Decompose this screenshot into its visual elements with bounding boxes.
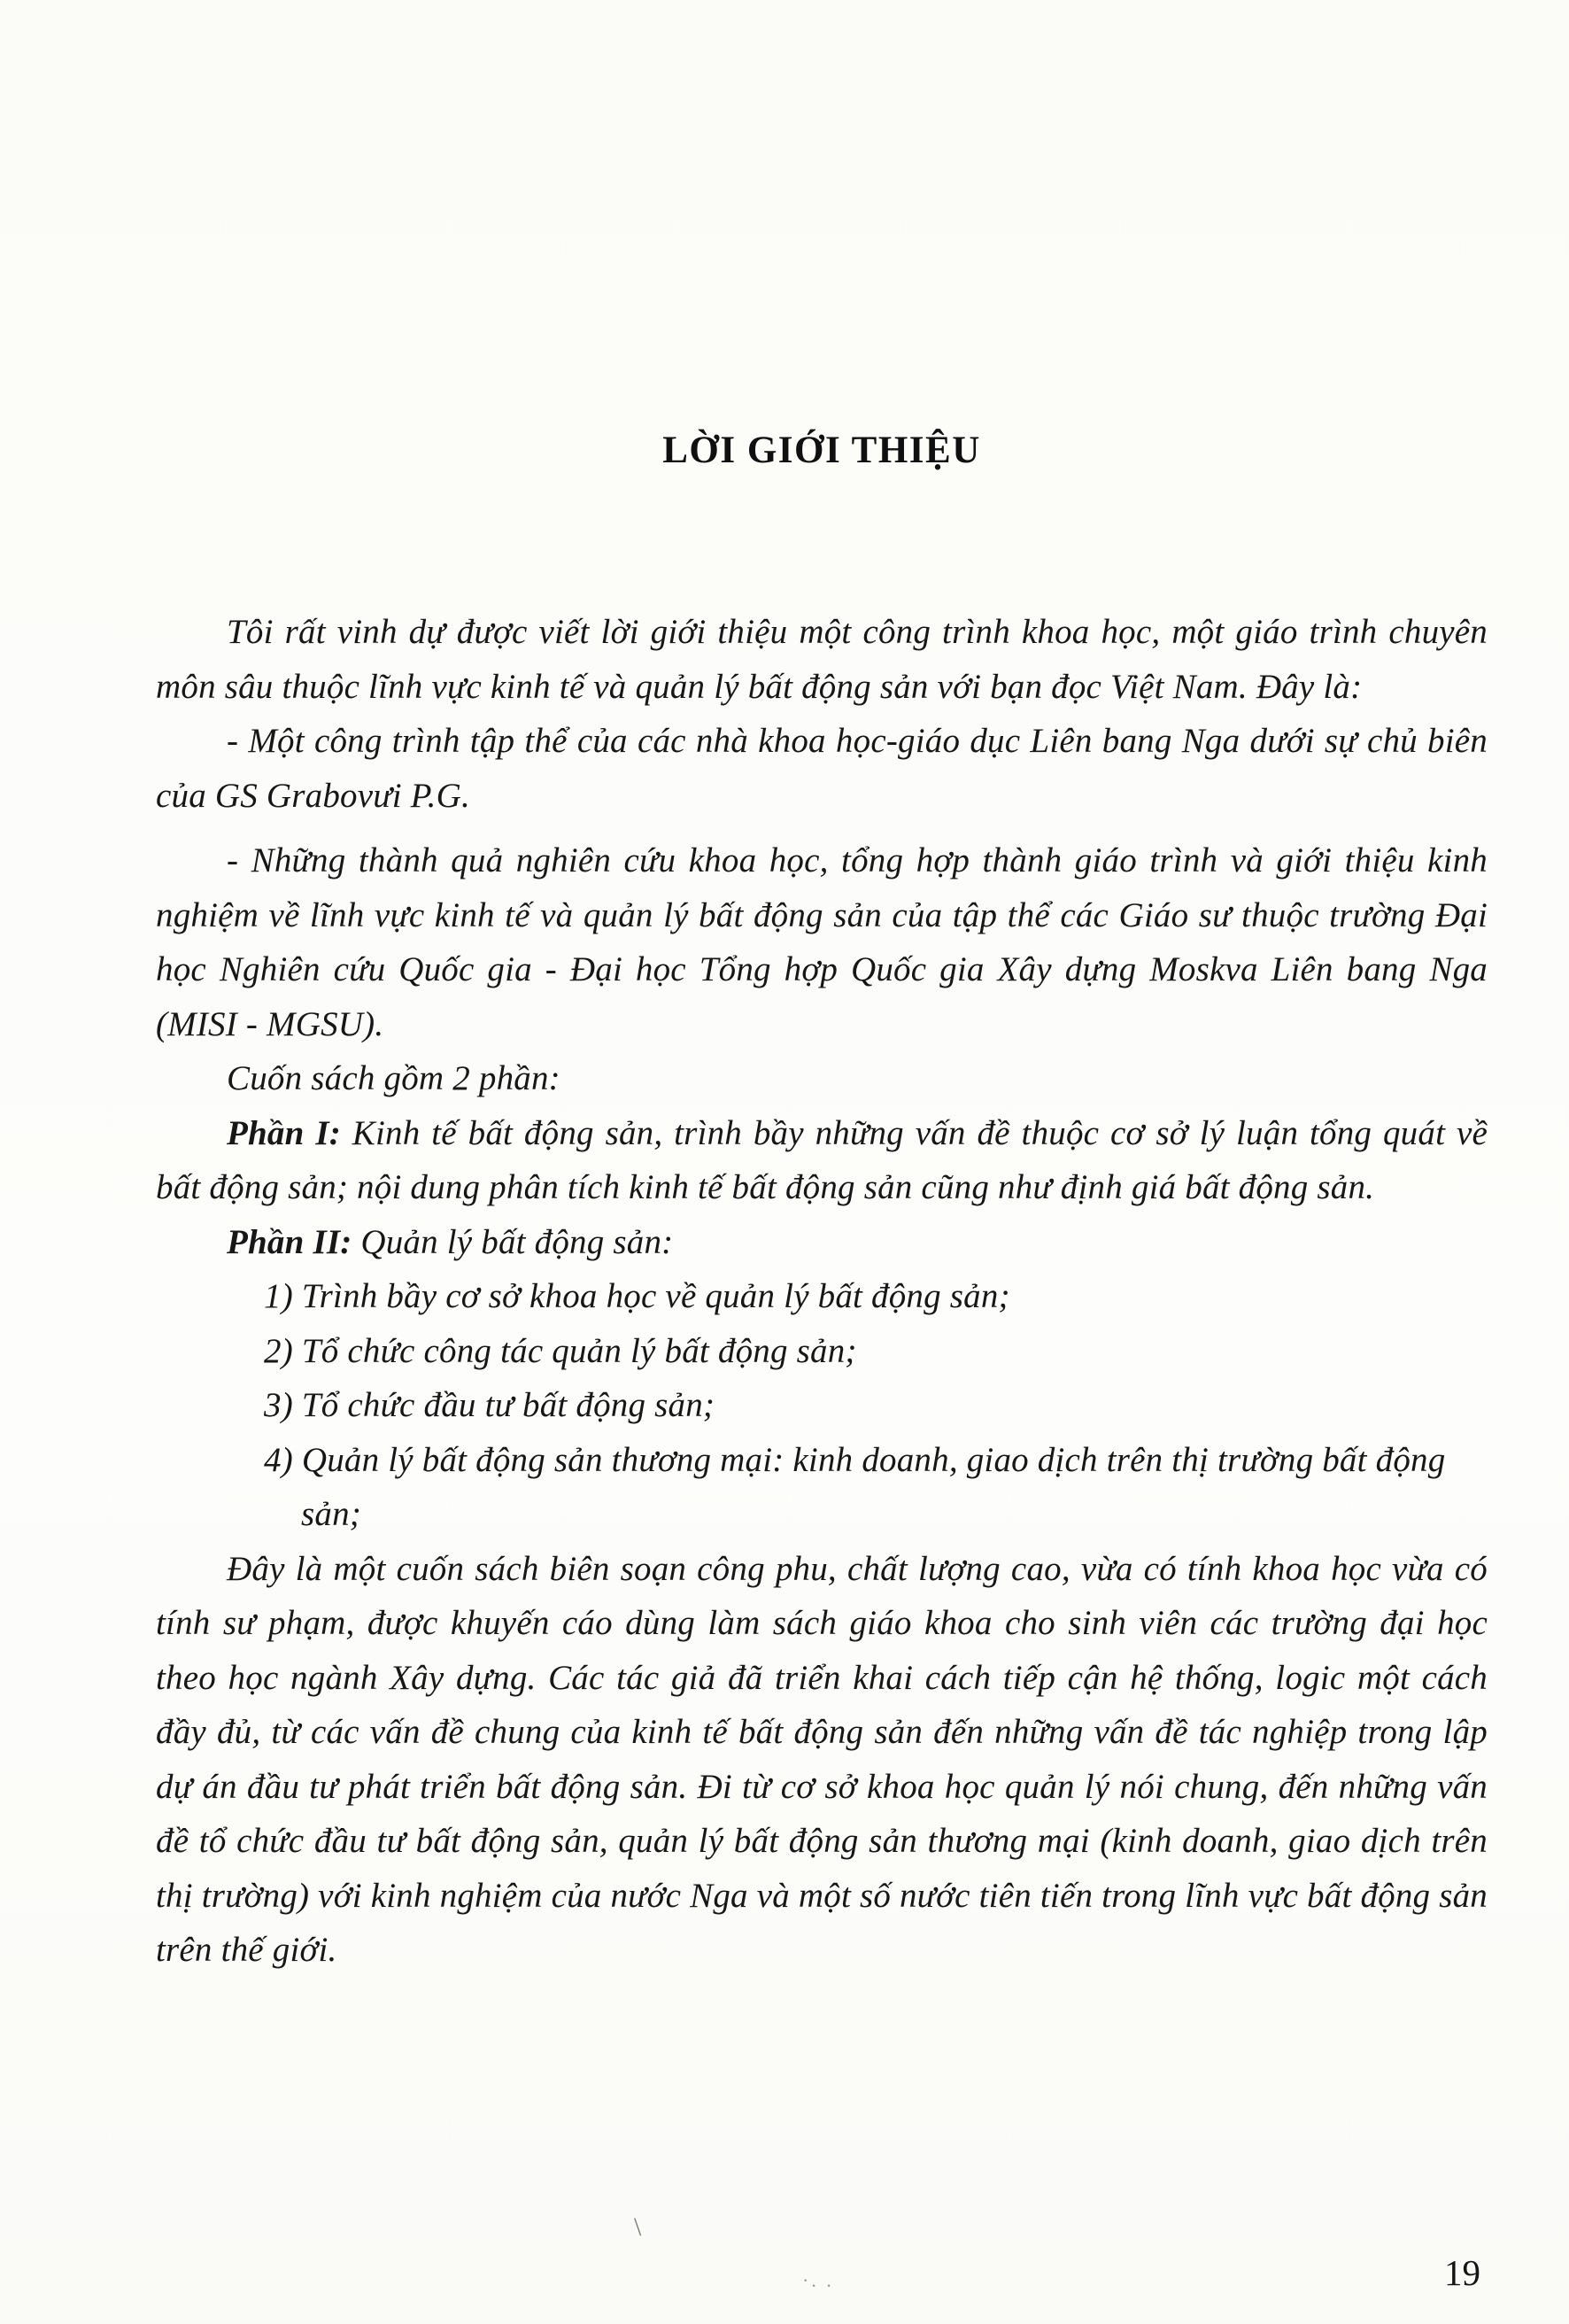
paragraph-intro: Tôi rất vinh dự được viết lời giới thiệu một công trình khoa học, một giáo trình chuyên môn sâu thuộc lĩnh vực kinh tế và quản lý bất động sản với bạn đọc Việt Nam. Đây là:	[156, 613, 1488, 706]
paragraph-contents-line: Cuốn sách gồm 2 phần:	[227, 1059, 560, 1097]
paragraph-bullet-1: - Một công trình tập thể của các nhà khoa học-giáo dục Liên bang Nga dưới sự chủ biên của GS Grabovưi P.G.	[156, 722, 1488, 815]
page-title: LỜI GIỚI THIỆU	[662, 430, 981, 471]
paragraph-part-2	[156, 1215, 1488, 1270]
page-number: 19	[1444, 2252, 1480, 2293]
part-1-text: Kinh tế bất động sản, trình bầy những vấn đề thuộc cơ sở lý luận tổng quát về bất động sản; nội dung phân tích kinh tế bất động sản cũng như định giá bất động sản.	[156, 1113, 1488, 1206]
scan-artifact-dots: ·. .	[802, 2269, 834, 2291]
paragraph-part-1	[156, 1106, 1488, 1215]
list-item: 2) Tổ chức công tác quản lý bất động sản;	[264, 1331, 857, 1370]
part-2-text: Quản lý bất động sản:	[352, 1222, 674, 1261]
scan-artifact-slash: \	[634, 2212, 642, 2242]
part-2-label: Phần II:	[227, 1222, 352, 1261]
page-body	[156, 605, 1488, 1978]
paragraph-bullet-2: - Những thành quả nghiên cứu khoa học, tổng hợp thành giáo trình và giới thiệu kinh nghiệm về lĩnh vực kinh tế và quản lý bất động sản của tập thể các Giáo sư thuộc trường Đại học Nghiên cứu Quốc gia - Đại học Tổng hợp Quốc gia Xây dựng Moskva Liên bang Nga (MISI - MGSU).	[156, 841, 1488, 1043]
paragraph-closing: Đây là một cuốn sách biên soạn công phu, chất lượng cao, vừa có tính khoa học vừa có tính sư phạm, được khuyến cáo dùng làm sách giáo khoa cho sinh viên các trường đại học theo học ngành Xây dựng. Các tác giả đã triển khai cách tiếp cận hệ thống, logic một cách đầy đủ, từ các vấn đề chung của kinh tế bất động sản đến những vấn đề tác nghiệp trong lập dự án đầu tư phát triển bất động sản. Đi từ cơ sở khoa học quản lý nói chung, đến những vấn đề tổ chức đầu tư bất động sản, quản lý bất động sản thương mại (kinh doanh, giao dịch trên thị trường) với kinh nghiệm của nước Nga và một số nước tiên tiến trong lĩnh vực bất động sản trên thế giới.	[156, 1549, 1488, 1969]
numbered-list	[156, 1269, 1488, 1542]
list-item: 4) Quản lý bất động sản thương mại: kinh doanh, giao dịch trên thị trường bất động sản;	[264, 1440, 1446, 1533]
part-1-label: Phần I:	[227, 1113, 341, 1152]
list-item: 1) Trình bầy cơ sở khoa học về quản lý bất động sản;	[264, 1277, 1010, 1315]
list-item: 3) Tổ chức đầu tư bất động sản;	[264, 1386, 715, 1424]
